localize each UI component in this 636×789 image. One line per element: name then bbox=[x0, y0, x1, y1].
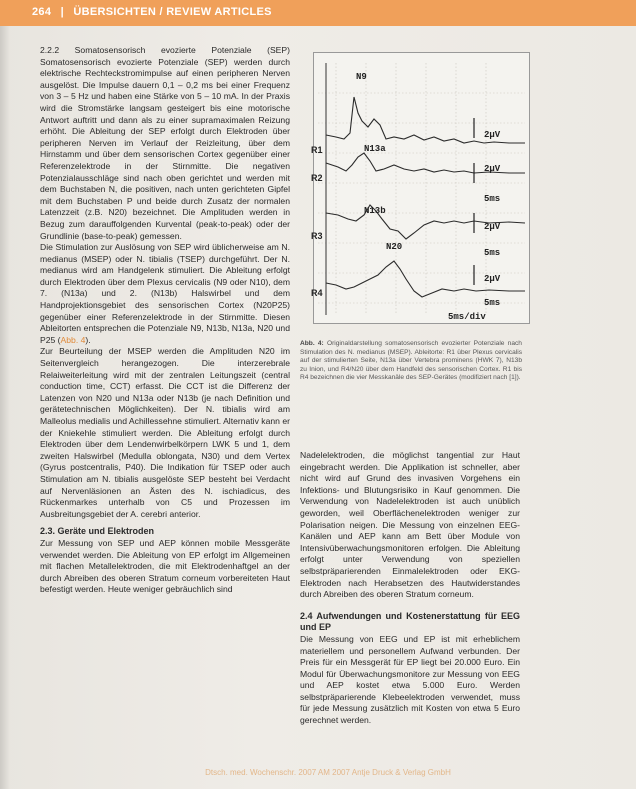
left-column bbox=[40, 45, 290, 596]
paragraph-sep-intro: 2.2.2 Somatosensorisch evozierte Potenziale (SEP) Somatosensorisch evozierte Potenziale (SEP) werden durch elektrische Rechteckstromimpulse auf einen peripheren Nerven ausgelöst. Die Impulse dauern 0,1 – 0,2 ms bei einer Frequenz von 3 – 5 Hz und haben eine Stärke von 5 – 10 mA. In der Praxis wird die Stromstärke langsam gesteigert bis eine motorische Antwort auftritt und dann als zu einer supramaximalen Reizung erhöht. Die Ableitung der SEP erfolgt durch Elektroden über peripheren Nerven im Verlauf der Reizleitung, über dem Hirnstamm und über dem sensorischen Cortex gegenüber einer Referenzelektrode in der Stirnmitte. Die negativen Potenzialausschläge sind nach oben gerichtet und werden mit dem Buchstaben N, die positiven, nach unten gerichteten Gipfel mit dem Buchstaben P und beide durch Zusatz der normalen Latenzzeit (z.B. N20) bezeichnet. Die Amplituden werden in Bezug zum darauffolgenden Kurvental (peak-to-peak) oder der Grundlinie (base-to-peak) gemessen. bbox=[40, 45, 290, 241]
page-footer: Dtsch. med. Wochenschr. 2007 AM 2007 Antje Druck & Verlag GmbH bbox=[205, 768, 451, 777]
section-title: ÜBERSICHTEN / REVIEW ARTICLES bbox=[73, 6, 272, 18]
sep-waveform-figure bbox=[313, 52, 530, 324]
scale-label: 5ms bbox=[484, 248, 501, 258]
paragraph-msep-assessment: Zur Beurteilung der MSEP werden die Amplituden N20 im Seitenvergleich herangezogen. Die interzerebrale Relaiweiterleitung wird mit der zentralen Leitungszeit (central conduction time, CCT) erfasst. Die CCT ist die Differenz der Latenzen von N20 und N13a oder N13b (je nach Definition und gerätetechnischen Möglichkeiten). Der N. tibialis wird am Malleolus medialis und Achillessehne stimuliert. Alternativ kann er der Kniekehle stimuliert werden. Die Ableitung erfolgt durch Elektroden über dem Lendenwirbelkörpern LWK 5 und 1, dem zweiten Halswirbel (Medulla oblongata, N30) und dem Vertex (Gyrus postcentralis, P40). Die Indikation für TSEP oder auch Stimulation am N. tibialis ausgelöste SEP besteht bei Verdacht auf Nervenläsionen an Ästen des N. ischiadicus, des Rückenmarkes unterhalb von C5 und Prozessen im Ausbreitungsgebiet der A. cerebri anterior. bbox=[40, 346, 290, 519]
figure-reference-link[interactable]: Abb. 4 bbox=[60, 334, 86, 345]
figure-caption bbox=[300, 340, 522, 383]
peak-label-n9: N9 bbox=[356, 72, 367, 82]
time-base-label: 5ms/div bbox=[448, 312, 486, 322]
paragraph-costs: Die Messung von EEG und EP ist mit erheblichem materiellem und personellem Aufwand verbunden. Der Preis für ein Messgerät für EP liegt bei 20.000 Euro. Ein Modul für Überwachungsmonitore zur Messung von EEG und AEP kostet etwa 5.000 Euro. Werden selbstpräparierende Klebeelektroden verwendet, muss für jede Messung zusätzlich mit Kosten von etwa 5 Euro gerechnet werden. bbox=[300, 633, 520, 726]
header-separator: | bbox=[60, 6, 65, 18]
paragraph-sep-stimulation-text: Die Stimulation zur Auslösung von SEP wird üblicherweise am N. medianus (MSEP) oder N. tibialis (TSEP) durchgeführt. Der N. medianus wird am Handgelenk stimuliert. Die Ableitung erfolgt durch Elektroden über dem Plexus cervicalis (N9 oder N10), dem 7. (N13a) und 2. (N13b) Halswirbel und dem Handprojektionsgebiet des sensorischen Cortex (N20P25) gegenüber einer Referenzelektrode in der Stirnmitte. Diesen Ableitorten entsprechen die Potenziale N9, N13b, N13a, N20 und P25 ( bbox=[40, 242, 290, 345]
figure-caption-label: Abb. 4: bbox=[300, 340, 324, 347]
paragraph-needle-electrodes: Nadelelektroden, die möglichst tangential zur Haut eingebracht werden. Die Applikation ist schneller, aber nicht wird auf Grund des invasiven Vorgehens ein Infektions- und Blutungsrisiko in Kauf genommen. Die Verwendung von Nadelelektroden ist auch unüblich geworden, weil Oberflächenelektroden weniger zur Polarisation neigen. Die Messung von einzelnen EEG-Kanälen und AEP kann am Bett über Module von Intensivüberwachungsmonitoren erfolgen. Die Ableitung erfolgt unter Verwendung von speziellen selbstpräparierenden Einmalelektroden oder EKG-Elektroden nach Herabsetzen des Hautwiderstandes durch Abreiben des oberen Stratum corneum. bbox=[300, 450, 520, 600]
channel-label-r3: R3 bbox=[311, 231, 323, 241]
scale-label: 5ms bbox=[484, 298, 501, 308]
scale-label: 5ms bbox=[484, 194, 501, 204]
scale-label: 2µV bbox=[484, 130, 501, 140]
right-column bbox=[300, 450, 520, 727]
page-fold-shadow bbox=[0, 0, 10, 789]
sep-waveform-plot bbox=[311, 53, 529, 323]
scale-label: 2µV bbox=[484, 222, 501, 232]
heading-devices-electrodes: 2.3. Geräte und Elektroden bbox=[40, 526, 155, 537]
heading-costs: 2.4 Aufwendungen und Kostenerstattung für EEG und EP bbox=[300, 610, 520, 633]
scale-label: 2µV bbox=[484, 164, 501, 174]
figure-caption-text: Originaldarstellung somatosensorisch evozierter Potenziale nach Stimulation des N. medianus (MSEP). Ableitorte: R1 über Plexus cervicalis auf der stimulierten Seite, N13a über Vertebra prominens (HWK 7), N13b zu Inion, und R4/N20 über dem Handfeld des sensorischen Cortex. R1 bis R4 bezeichnen die vier Messkanäle des SEP-Gerätes (modifiziert nach [1]). bbox=[300, 340, 522, 382]
peak-label-n13b: N13b bbox=[364, 206, 386, 216]
channel-label-r2: R2 bbox=[311, 173, 323, 183]
paragraph-sep-stimulation bbox=[40, 242, 290, 346]
peak-label-n20: N20 bbox=[386, 242, 403, 252]
figure-reference-close: ). bbox=[85, 334, 91, 345]
page-number: 264 bbox=[32, 6, 52, 18]
paragraph-devices-electrodes: Zur Messung von SEP und AEP können mobile Messgeräte verwendet werden. Die Ableitung von EP erfolgt im Allgemeinen mit flachen Metallelektroden, die mit Elektrodenhaftgel an der durch Abreiben des oberen Stratum corneum vorbereiteten Haut befestigt werden. Heute weniger gebräuchlich sind bbox=[40, 537, 290, 595]
channel-label-r1: R1 bbox=[311, 145, 323, 155]
peak-label-n13a: N13a bbox=[364, 144, 386, 154]
channel-label-r4: R4 bbox=[311, 288, 323, 298]
scale-label: 2µV bbox=[484, 274, 501, 284]
running-header bbox=[32, 6, 272, 18]
